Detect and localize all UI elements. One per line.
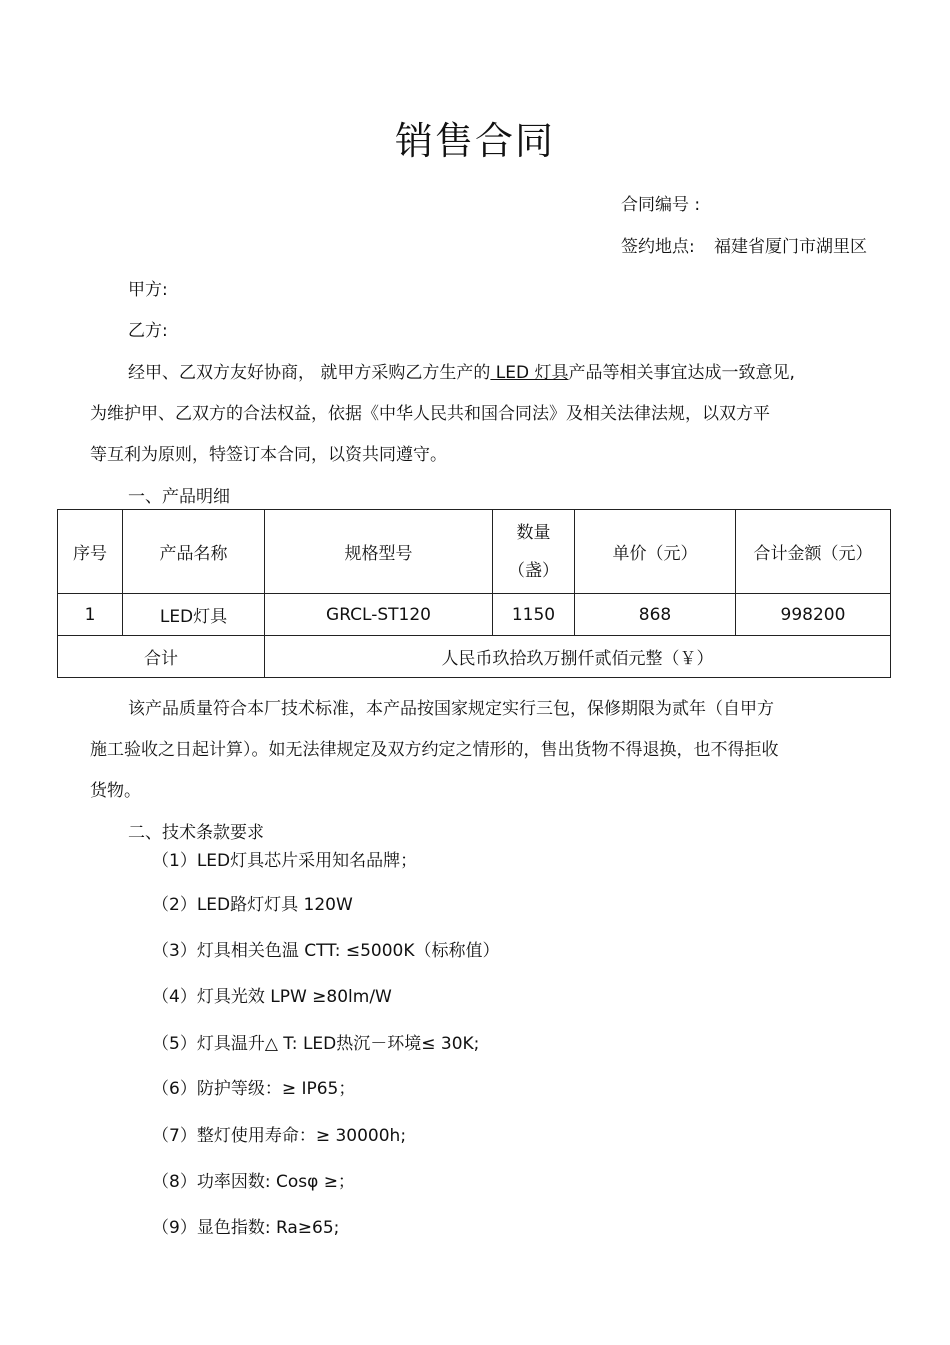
cell-qty: 1150 bbox=[493, 594, 575, 636]
header-name: 产品名称 bbox=[123, 510, 265, 594]
intro-product-name: LED 灯具 bbox=[490, 363, 569, 383]
tech-item: （5）灯具温升△ T: LED热沉－环境≤ 30K; bbox=[152, 1034, 480, 1054]
table-sum-row bbox=[58, 636, 891, 678]
intro-line-3: 等互利为原则，特签订本合同，以资共同遵守。 bbox=[90, 445, 447, 465]
section-1-title: 一、产品明细 bbox=[128, 487, 230, 507]
tech-item: （8）功率因数: Cosφ ≥； bbox=[152, 1172, 355, 1192]
intro-line-1 bbox=[128, 358, 795, 383]
table-header-row bbox=[58, 510, 891, 594]
party-b-label: 乙方: bbox=[128, 321, 168, 341]
quality-line-2: 施工验收之日起计算）。如无法律规定及双方约定之情形的，售出货物不得退换，也不得拒收 bbox=[90, 740, 779, 760]
product-table bbox=[57, 509, 891, 678]
header-no: 序号 bbox=[58, 510, 123, 594]
section-2-title: 二、技术条款要求 bbox=[128, 823, 264, 843]
contract-number-label: 合同编号 : bbox=[621, 195, 701, 215]
tech-item: （9）显色指数: Ra≥65; bbox=[152, 1218, 340, 1238]
cell-price: 868 bbox=[575, 594, 736, 636]
signing-place-value: 福建省厦门市湖里区 bbox=[714, 237, 867, 257]
contract-title: 销售合同 bbox=[394, 119, 555, 163]
header-price: 单价（元） bbox=[575, 510, 736, 594]
tech-item: （1）LED灯具芯片采用知名品牌； bbox=[152, 851, 418, 871]
cell-name: LED灯具 bbox=[123, 594, 265, 636]
quality-line-3: 货物。 bbox=[90, 781, 141, 801]
intro-text-a: 经甲、乙双方友好协商， 就甲方采购乙方生产的 bbox=[128, 363, 491, 383]
header-qty-label: 数量 bbox=[516, 522, 551, 543]
tech-item: （4）灯具光效 LPW ≥80lm/W bbox=[152, 987, 392, 1007]
signing-place-label: 签约地点: bbox=[621, 237, 695, 257]
cell-spec: GRCL-ST120 bbox=[265, 594, 493, 636]
tech-item: （2）LED路灯灯具 120W bbox=[152, 895, 353, 915]
table-row bbox=[58, 594, 891, 636]
cell-total: 998200 bbox=[736, 594, 891, 636]
tech-item: （7）整灯使用寿命：≥ 30000h; bbox=[152, 1126, 407, 1146]
party-a-label: 甲方: bbox=[128, 280, 168, 300]
intro-text-b: 产品等相关事宜达成一致意见, bbox=[568, 363, 795, 383]
header-qty-unit: （盏） bbox=[508, 560, 559, 581]
tech-item: （6）防护等级：≥ IP65； bbox=[152, 1079, 356, 1099]
header-qty bbox=[493, 510, 575, 594]
header-total: 合计金额（元） bbox=[736, 510, 891, 594]
quality-line-1: 该产品质量符合本厂技术标准，本产品按国家规定实行三包，保修期限为贰年（自甲方 bbox=[128, 699, 774, 719]
tech-item: （3）灯具相关色温 CTT: ≤5000K（标称值） bbox=[152, 941, 500, 961]
header-spec: 规格型号 bbox=[265, 510, 493, 594]
sum-value: 人民币玖拾玖万捌仟贰佰元整（￥） bbox=[265, 636, 891, 678]
cell-no: 1 bbox=[58, 594, 123, 636]
intro-line-2: 为维护甲、乙双方的合法权益，依据《中华人民共和国合同法》及相关法律法规，以双方平 bbox=[90, 404, 770, 424]
sum-label: 合计 bbox=[58, 636, 265, 678]
